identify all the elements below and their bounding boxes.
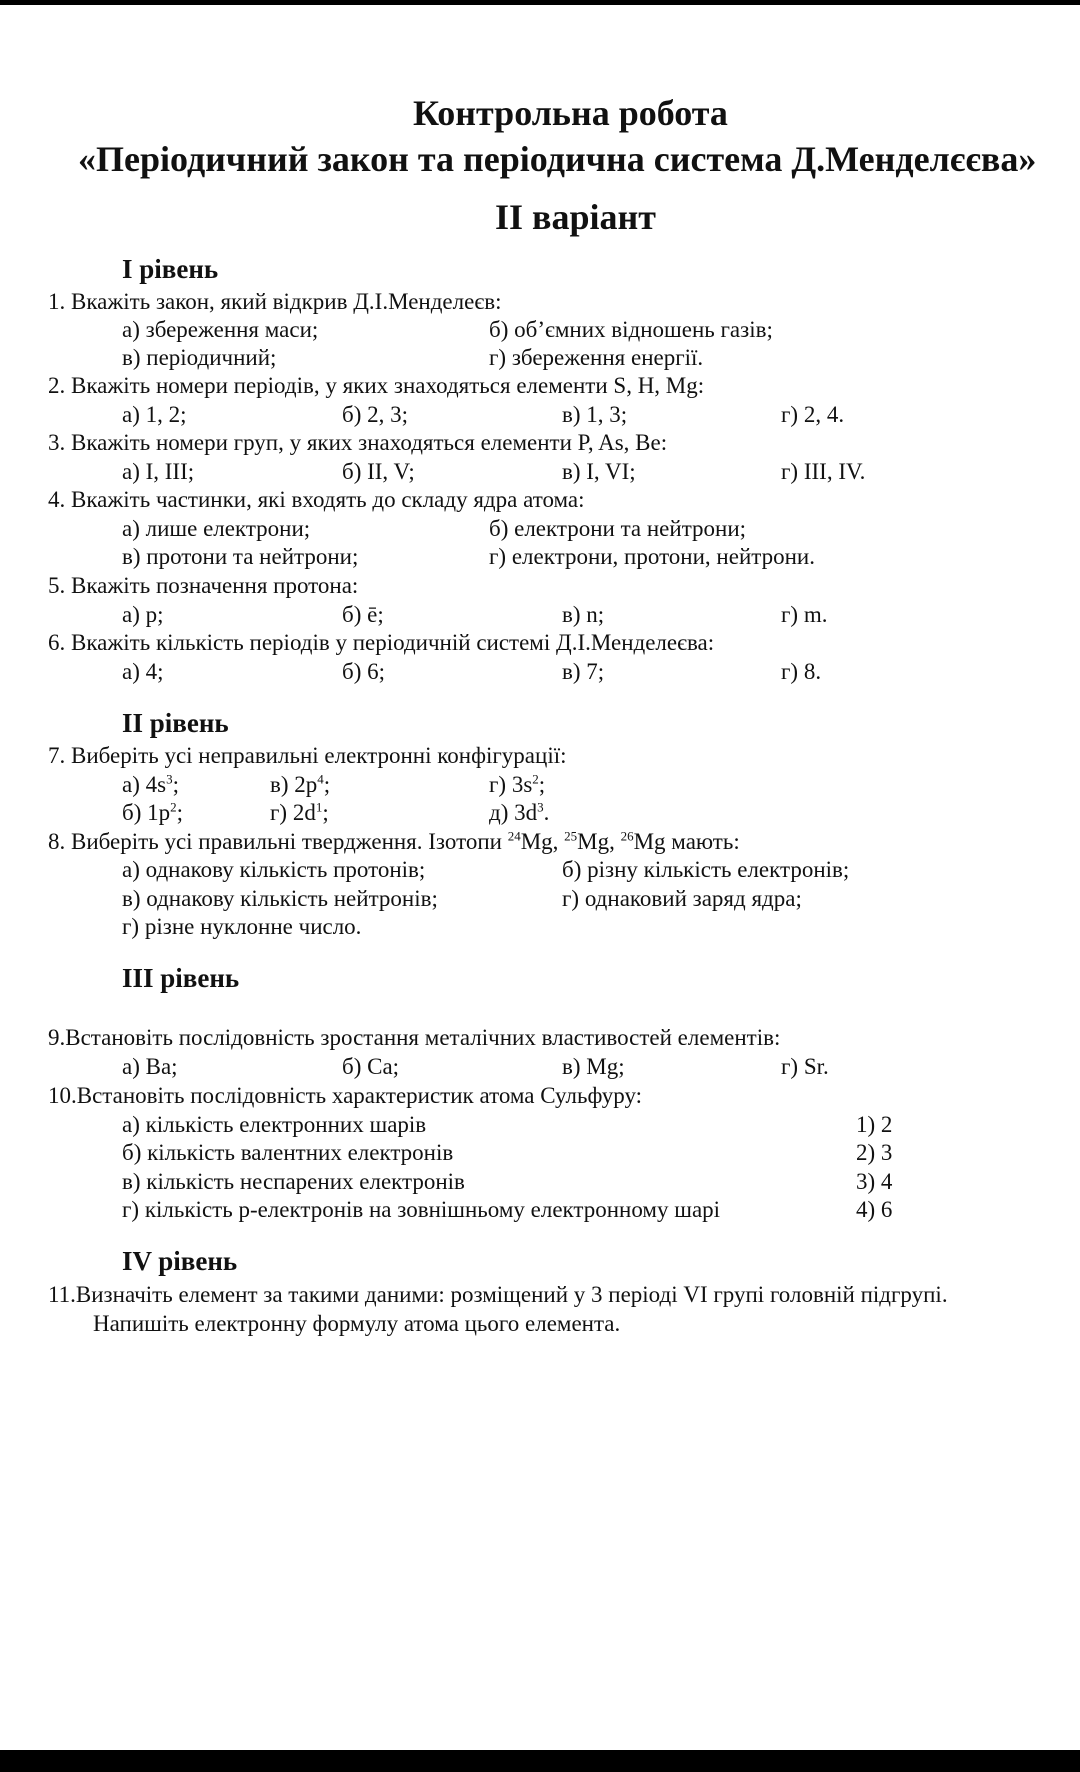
q5-option-a: а) p; xyxy=(122,602,164,627)
question-9: 9.Встановіть послідовність зростання металічних властивостей елементів: xyxy=(48,1025,781,1050)
bottom-border xyxy=(0,1750,1080,1772)
q5-option-b: б) ē; xyxy=(342,602,384,627)
q4-option-a: а) лише електрони; xyxy=(122,516,311,541)
q7-option-d: д) $3d^3$. xyxy=(489,799,550,825)
q5-option-v: в) n; xyxy=(562,602,605,627)
q8-option-g2: г) різне нуклонне число. xyxy=(122,914,362,939)
q9-option-v: в) Mg; xyxy=(562,1054,625,1079)
q3-option-v: в) I, VI; xyxy=(562,459,636,484)
q9-option-b: б) Ca; xyxy=(342,1054,400,1079)
q6-option-g: г) 8. xyxy=(781,659,822,684)
q10-item-g: г) кількість p-електронів на зовнішньому електронному шарі xyxy=(122,1197,721,1222)
q5-option-g: г) m. xyxy=(781,602,828,627)
top-border xyxy=(0,0,1080,5)
page-subtitle: «Періодичний закон та періодична система Д.Менделєєва» xyxy=(78,139,1037,179)
level-2-heading: ІІ рівень xyxy=(122,708,229,738)
q1-option-b: б) об’ємних відношень газів; xyxy=(489,317,773,342)
q1-option-g: г) збереження енергії. xyxy=(489,345,704,370)
q4-option-b: б) електрони та нейтрони; xyxy=(489,516,747,541)
question-5: 5. Вкажіть позначення протона: xyxy=(48,573,359,598)
q10-item-b: б) кількість валентних електронів xyxy=(122,1140,454,1165)
question-11-line2: Напишіть електронну формулу атома цього елемента. xyxy=(93,1311,621,1336)
q10-answer-3: 3) 4 xyxy=(856,1169,893,1194)
question-3: 3. Вкажіть номери груп, у яких знаходяться елементи P, As, Be: xyxy=(48,430,668,455)
q3-option-g: г) III, IV. xyxy=(781,459,866,484)
q9-option-g: г) Sr. xyxy=(781,1054,829,1079)
question-11-line1: 11.Визначіть елемент за такими даними: розміщений у 3 періоді VI групі головній підгрупі. xyxy=(48,1282,948,1307)
q6-option-b: б) 6; xyxy=(342,659,386,684)
q10-item-a: а) кількість електронних шарів xyxy=(122,1112,427,1137)
q6-option-a: а) 4; xyxy=(122,659,164,684)
q8-option-v: в) однакову кількість нейтронів; xyxy=(122,886,438,911)
q1-option-v: в) періодичний; xyxy=(122,345,277,370)
q10-answer-1: 1) 2 xyxy=(856,1112,893,1137)
q4-option-v: в) протони та нейтрони; xyxy=(122,544,359,569)
q7-option-v: в) $2p^4$; xyxy=(270,771,331,797)
question-8: 8. Виберіть усі правильні твердження. Ізотопи $^{24}$Mg, $^{25}$Mg, $^{26}$Mg мають: xyxy=(48,828,740,854)
q4-option-g: г) електрони, протони, нейтрони. xyxy=(489,544,815,569)
q2-option-g: г) 2, 4. xyxy=(781,402,845,427)
q1-option-a: а) збереження маси; xyxy=(122,317,319,342)
question-4: 4. Вкажіть частинки, які входять до складу ядра атома: xyxy=(48,487,585,512)
question-6: 6. Вкажіть кількість періодів у періодичній системі Д.І.Менделеєва: xyxy=(48,630,715,655)
level-1-heading: І рівень xyxy=(122,254,219,284)
q2-option-a: а) 1, 2; xyxy=(122,402,187,427)
q3-option-b: б) II, V; xyxy=(342,459,415,484)
question-1: 1. Вкажіть закон, який відкрив Д.І.Менделеєв: xyxy=(48,289,502,314)
q2-option-v: в) 1, 3; xyxy=(562,402,628,427)
question-10: 10.Встановіть послідовність характеристик атома Сульфуру: xyxy=(48,1083,643,1108)
question-7: 7. Виберіть усі неправильні електронні конфігурації: xyxy=(48,743,567,768)
q7-option-g2: г) $2d^1$; xyxy=(270,799,329,825)
q6-option-v: в) 7; xyxy=(562,659,605,684)
q10-answer-2: 2) 3 xyxy=(856,1140,893,1165)
q7-option-b: б) $1p^2$; xyxy=(122,799,184,825)
q7-option-g1: г) $3s^2$; xyxy=(489,771,546,797)
q10-answer-4: 4) 6 xyxy=(856,1197,893,1222)
level-4-heading: ІV рівень xyxy=(122,1246,238,1276)
q3-option-a: а) I, III; xyxy=(122,459,195,484)
q2-option-b: б) 2, 3; xyxy=(342,402,409,427)
q8-option-a: а) однакову кількість протонів; xyxy=(122,857,426,882)
q7-option-a: а) $4s^3$; xyxy=(122,771,179,797)
q9-option-a: а) Ba; xyxy=(122,1054,178,1079)
q8-option-b: б) різну кількість електронів; xyxy=(562,857,850,882)
level-3-heading: ІІІ рівень xyxy=(122,963,240,993)
question-2: 2. Вкажіть номери періодів, у яких знаходяться елементи S, H, Mg: xyxy=(48,373,705,398)
page-title: Контрольна робота xyxy=(413,93,728,133)
q8-option-g: г) однаковий заряд ядра; xyxy=(562,886,802,911)
q10-item-v: в) кількість неспарених електронів xyxy=(122,1169,465,1194)
variant-title: ІІ варіант xyxy=(495,197,656,237)
